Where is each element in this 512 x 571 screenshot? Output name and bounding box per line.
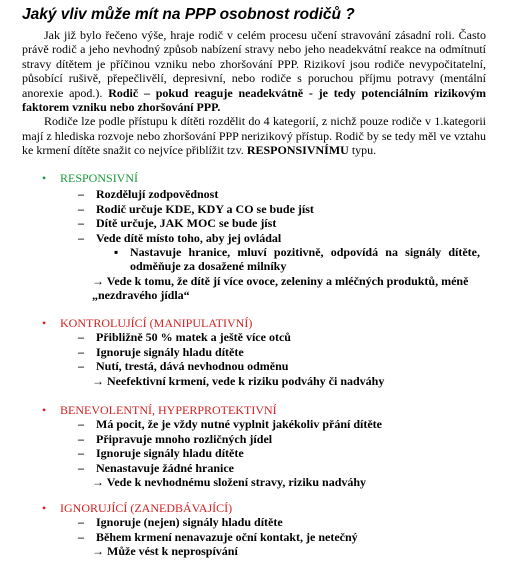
dash-icon: – — [78, 216, 84, 231]
section-title: IGNORUJÍCÍ (ZANEDBÁVAJÍCÍ) — [60, 501, 233, 515]
dash-icon: – — [78, 201, 84, 216]
dash-icon: – — [78, 431, 84, 446]
list-item — [0, 202, 512, 216]
list-item-text: Nutí, trestá, dává nevhodnou odměnu — [96, 359, 289, 374]
list-item-text: Připravuje mnoho rozličných jídel — [96, 431, 273, 446]
list-item — [0, 417, 512, 431]
list-item — [0, 359, 512, 373]
document-title: Jaký vliv může mít na PPP osobnost rodičů ? — [22, 6, 355, 23]
list-item — [0, 231, 512, 245]
list-item — [0, 432, 512, 446]
list-item — [0, 187, 512, 201]
dash-icon: – — [78, 187, 84, 202]
paragraph-2-text: Rodiče lze podle přístupu k dítěti rozdělit do 4 kategorií, z nichž pouze rodiče v 1.kategorii mají z hlediska rozvoje nebo zhoršování PPP nerizikový přístup. Rodič by se tedy měl ve vztahu ke krmení dítěte snažit co nejvíce přiblížit tzv. — [22, 114, 486, 158]
list-item — [0, 461, 512, 475]
section-header — [0, 501, 512, 515]
section-title: BENEVOLENTNÍ, HYPERPROTEKTIVNÍ — [60, 403, 277, 417]
list-item — [0, 216, 512, 230]
list-item — [0, 446, 512, 460]
list-item — [0, 530, 512, 544]
outcome-note: → Může vést k neprospívání — [92, 544, 238, 559]
list-item-text: Přibližně 50 % matek a ještě více otců — [96, 330, 291, 345]
sub-list-item — [0, 245, 480, 274]
dash-icon: – — [78, 330, 84, 345]
bullet-dot-icon: • — [42, 171, 47, 185]
paragraph-1-bold: Rodič – pokud reaguje neadekvátně - je tedy potenciálním rizikovým faktorem vzniku nebo zhoršování PPP. — [22, 85, 486, 115]
dash-icon: – — [78, 417, 84, 432]
list-item-text: Rodič určuje KDE, KDY a CO se bude jíst — [96, 201, 314, 216]
intro-text — [22, 28, 486, 158]
list-item-text: Má pocit, že je vždy nutné vyplnit jakékoliv přání dítěte — [96, 417, 382, 432]
paragraph-2-bold: RESPONSIVNÍMU — [246, 143, 349, 158]
list-item — [0, 330, 512, 344]
paragraph-1 — [22, 28, 486, 114]
square-bullet-icon: ▪ — [114, 244, 119, 259]
bullet-dot-icon: • — [42, 403, 47, 417]
dash-icon: – — [78, 344, 84, 359]
list-item-text: Během krmení nenavazuje oční kontakt, je netečný — [96, 529, 358, 544]
section-title: RESPONSIVNÍ — [60, 171, 139, 185]
section-header — [0, 316, 512, 330]
paragraph-2 — [22, 114, 486, 157]
section-benevolent — [0, 403, 512, 489]
paragraph-1-text: Jak již bylo řečeno výše, hraje rodič v celém procesu učení stravování zásadní roli. Často právě rodič a jeho nevhodný způsob nabízení stravy nebo jeho neadekvátní reakce na odmítnutí stravy dítětem je příčinou vzniku nebo zhoršování PPP. Rizikoví jsou rodiče nevypočitatelní, působící rušivě, přepečlivělí, depresivní, nebo rodiče s poruchou příjmu potravy (mentální anorexie apod.). — [22, 28, 486, 100]
sub-list-item-text: Nastavuje hranice, mluví pozitivně, odpovídá na signály dítěte, odměňuje za dosažené milníky — [130, 244, 480, 274]
outcome-note: → Neefektivní krmení, vede k riziku podváhy či nadváhy — [92, 373, 385, 388]
list-item-text: Vede dítě místo toho, aby jej ovládal — [96, 230, 282, 245]
dash-icon: – — [78, 515, 84, 530]
section-header — [0, 171, 512, 185]
dash-icon: – — [78, 460, 84, 475]
section-controlling — [0, 316, 512, 388]
dash-icon: – — [78, 230, 84, 245]
section-neglecting — [0, 501, 512, 559]
dash-icon: – — [78, 529, 84, 544]
outcome-note: → Vede k tomu, že dítě jí více ovoce, zeleniny a mléčných produktů, méně „nezdravého jídla“ — [92, 273, 469, 303]
list-item — [0, 345, 512, 359]
list-item-text: Ignoruje signály hladu dítěte — [96, 344, 244, 359]
list-item-text: Rozdělují zodpovědnost — [96, 187, 219, 202]
bullet-dot-icon: • — [42, 316, 47, 330]
outcome-note: → Vede k nevhodnému složení stravy, riziku nadváhy — [92, 474, 367, 489]
dash-icon: – — [78, 359, 84, 374]
dash-icon: – — [78, 446, 84, 461]
paragraph-2-end: typu. — [348, 143, 377, 158]
list-item-text: Dítě určuje, JAK MOC se bude jíst — [96, 216, 277, 231]
section-header — [0, 403, 512, 417]
list-item-text: Nenastavuje žádné hranice — [96, 460, 234, 475]
list-item — [0, 515, 512, 529]
section-responsive — [0, 171, 512, 303]
section-title: KONTROLUJÍCÍ (MANIPULATIVNÍ) — [60, 316, 253, 330]
list-item-text: Ignoruje signály hladu dítěte — [96, 446, 244, 461]
bullet-dot-icon: • — [42, 501, 47, 515]
list-item-text: Ignoruje (nejen) signály hladu dítěte — [96, 515, 283, 530]
